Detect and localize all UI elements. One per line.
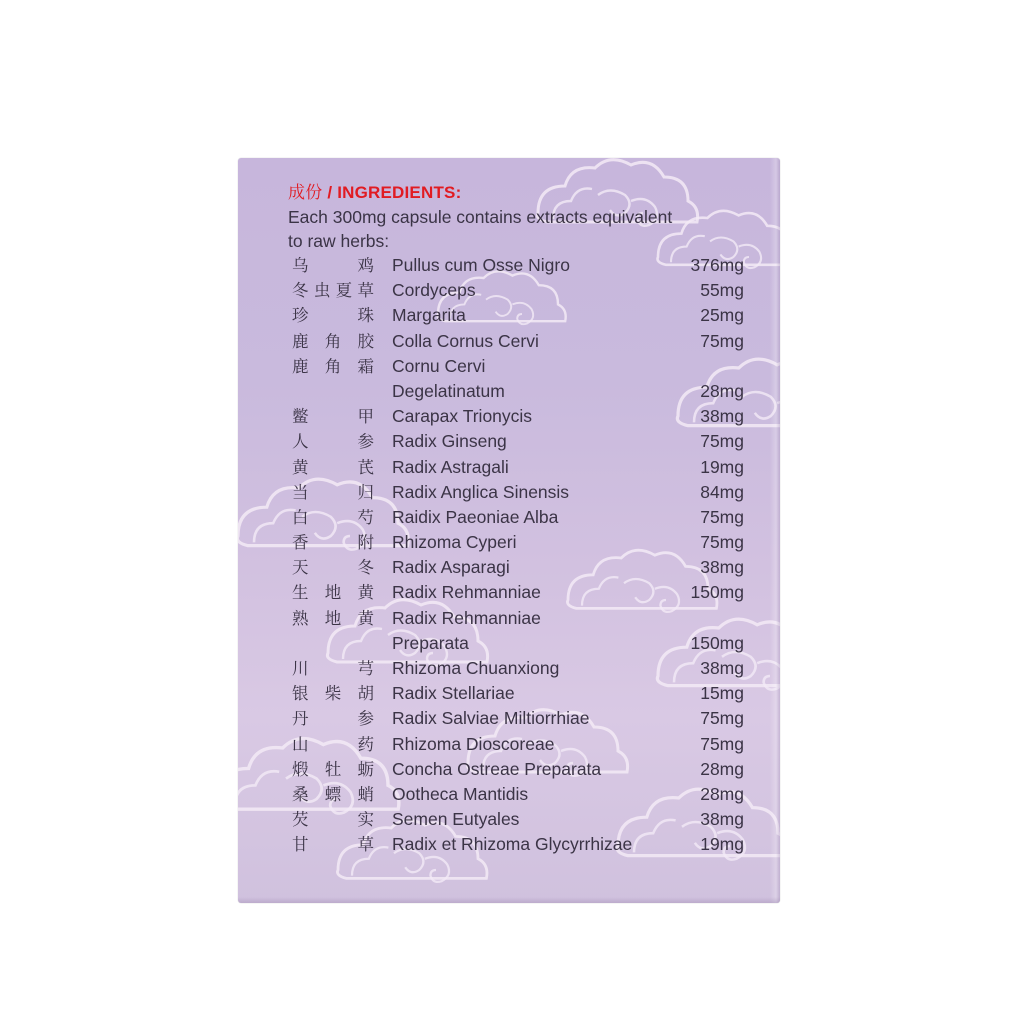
ingredient-row	[288, 480, 758, 505]
chinese-character: 甘	[292, 835, 309, 855]
latin-name-line: Semen Eutyales	[392, 809, 520, 830]
ingredient-chinese-name	[292, 505, 374, 530]
latin-name-line: Margarita	[392, 305, 466, 326]
latin-name-line: Radix Anglica Sinensis	[392, 481, 570, 502]
latin-name-line: Colla Cornus Cervi	[392, 330, 539, 351]
heading-chinese: 成份	[288, 183, 323, 203]
chinese-character: 参	[357, 709, 374, 729]
box-bottom-edge	[238, 897, 780, 903]
latin-name-line: Preparata	[392, 632, 469, 653]
chinese-character: 天	[292, 558, 309, 578]
ingredients-panel	[288, 182, 758, 858]
ingredient-dose: 19mg	[700, 456, 744, 477]
chinese-character: 鸡	[357, 256, 374, 275]
latin-name-line: Pullus cum Osse Nigro	[392, 255, 570, 275]
intro-line-2: to raw herbs:	[288, 231, 390, 251]
latin-name-line: Ootheca Mantidis	[392, 783, 529, 804]
chinese-character: 丹	[292, 709, 309, 729]
chinese-character: 胡	[357, 684, 374, 704]
ingredient-chinese-name	[292, 656, 374, 681]
ingredient-dose: 84mg	[700, 481, 744, 502]
chinese-character: 虫	[313, 281, 331, 301]
chinese-character: 芡	[292, 810, 309, 830]
chinese-character: 螵	[324, 784, 342, 804]
latin-name-line: Radix Ginseng	[392, 431, 507, 452]
chinese-character: 黄	[357, 608, 374, 628]
ingredient-chinese-name	[292, 555, 374, 580]
ingredient-latin-name	[392, 404, 682, 429]
ingredient-chinese-name	[292, 530, 374, 555]
ingredient-row	[288, 505, 758, 530]
ingredient-dose: 28mg	[700, 783, 744, 804]
chinese-character: 乌	[292, 256, 309, 275]
ingredient-list	[288, 253, 758, 858]
latin-name-line: Radix Asparagi	[392, 557, 510, 578]
chinese-character: 冬	[357, 558, 374, 578]
ingredient-row	[288, 329, 758, 354]
chinese-character: 桑	[292, 784, 309, 804]
latin-name-line: Rhizoma Cyperi	[392, 532, 517, 553]
ingredients-intro	[288, 205, 758, 253]
ingredient-row	[288, 656, 758, 681]
ingredient-row	[288, 278, 758, 303]
ingredient-latin-name	[392, 429, 682, 454]
ingredient-chinese-name	[292, 807, 374, 832]
ingredient-row	[288, 429, 758, 454]
ingredient-chinese-name	[292, 329, 374, 354]
latin-name-line: Radix Rehmanniae	[392, 582, 541, 603]
ingredient-latin-name	[392, 530, 682, 555]
ingredient-dose: 38mg	[700, 406, 744, 427]
chinese-character: 珍	[292, 306, 309, 326]
chinese-character: 白	[292, 507, 309, 527]
ingredient-dose: 38mg	[700, 658, 744, 679]
latin-name-line: Concha Ostreae Preparata	[392, 758, 602, 779]
chinese-character: 蛸	[357, 784, 374, 804]
ingredient-chinese-name	[292, 782, 374, 807]
chinese-character: 夏	[335, 281, 353, 301]
ingredient-row	[288, 580, 758, 605]
chinese-character: 香	[292, 533, 309, 553]
ingredient-latin-name	[392, 329, 682, 354]
ingredient-dose: 38mg	[700, 557, 744, 578]
ingredient-latin-name	[392, 606, 682, 656]
chinese-character: 芪	[357, 457, 374, 477]
ingredient-dose: 75mg	[700, 431, 744, 452]
ingredient-row	[288, 732, 758, 757]
latin-name-line: Radix Rehmanniae	[392, 607, 541, 628]
chinese-character: 地	[324, 608, 342, 628]
chinese-character: 黄	[292, 457, 309, 477]
ingredient-dose: 38mg	[700, 809, 744, 830]
chinese-character: 黄	[357, 583, 374, 603]
chinese-character: 实	[357, 810, 374, 830]
ingredient-chinese-name	[292, 303, 374, 328]
ingredient-latin-name	[392, 354, 682, 404]
latin-name-line: Raidix Paeoniae Alba	[392, 506, 559, 527]
chinese-character: 鳖	[292, 407, 309, 427]
ingredient-latin-name	[392, 555, 682, 580]
latin-name-line: Carapax Trionycis	[392, 406, 533, 427]
ingredient-chinese-name	[292, 404, 374, 429]
chinese-character: 霜	[357, 356, 374, 376]
ingredient-latin-name	[392, 706, 682, 731]
ingredient-dose: 19mg	[700, 834, 744, 855]
latin-name-line: Radix Astragali	[392, 456, 509, 477]
latin-name-line: Cordyceps	[392, 280, 476, 301]
chinese-character: 鹿	[292, 356, 309, 376]
ingredient-dose: 75mg	[700, 506, 744, 527]
ingredient-chinese-name	[292, 757, 374, 782]
ingredient-row	[288, 782, 758, 807]
chinese-character: 鹿	[292, 331, 309, 351]
chinese-character: 牡	[324, 759, 342, 779]
ingredient-latin-name	[392, 580, 682, 605]
chinese-character: 煅	[292, 759, 309, 779]
ingredient-row	[288, 606, 758, 656]
ingredient-row	[288, 681, 758, 706]
ingredient-dose: 15mg	[700, 683, 744, 704]
chinese-character: 当	[292, 482, 309, 502]
ingredient-dose: 376mg	[690, 254, 744, 275]
latin-name-line: Rhizoma Dioscoreae	[392, 733, 555, 754]
ingredient-latin-name	[392, 253, 682, 278]
chinese-character: 银	[292, 684, 309, 704]
ingredient-latin-name	[392, 480, 682, 505]
ingredient-dose: 150mg	[690, 632, 744, 653]
ingredient-chinese-name	[292, 706, 374, 731]
ingredient-chinese-name	[292, 832, 374, 857]
ingredient-latin-name	[392, 455, 682, 480]
chinese-character: 川	[292, 659, 309, 679]
chinese-character: 山	[292, 734, 309, 754]
latin-name-line: Radix et Rhizoma Glycyrrhizae	[392, 834, 633, 855]
chinese-character: 附	[357, 533, 374, 553]
ingredient-row	[288, 757, 758, 782]
box-side-edge	[770, 158, 780, 903]
latin-name-line: Radix Stellariae	[392, 683, 515, 704]
ingredient-row	[288, 832, 758, 857]
latin-name-line: Degelatinatum	[392, 380, 505, 401]
chinese-character: 柴	[324, 684, 342, 704]
chinese-character: 参	[357, 432, 374, 452]
ingredient-dose: 150mg	[690, 582, 744, 603]
ingredients-heading	[288, 182, 758, 204]
ingredient-row	[288, 253, 758, 278]
latin-name-line: Cornu Cervi	[392, 355, 486, 376]
ingredient-latin-name	[392, 505, 682, 530]
chinese-character: 人	[292, 432, 309, 452]
heading-english: INGREDIENTS:	[337, 183, 462, 202]
ingredient-chinese-name	[292, 681, 374, 706]
chinese-character: 芍	[357, 507, 374, 527]
chinese-character: 草	[357, 835, 374, 855]
ingredient-row	[288, 530, 758, 555]
chinese-character: 蛎	[357, 759, 374, 779]
ingredient-row	[288, 706, 758, 731]
chinese-character: 胶	[357, 331, 374, 351]
ingredient-chinese-name	[292, 278, 374, 303]
ingredient-row	[288, 455, 758, 480]
ingredient-latin-name	[392, 656, 682, 681]
ingredient-row	[288, 303, 758, 328]
latin-name-line: Rhizoma Chuanxiong	[392, 658, 560, 679]
ingredient-row	[288, 354, 758, 404]
chinese-character: 芎	[357, 659, 374, 679]
product-box	[238, 158, 780, 903]
chinese-character: 地	[324, 583, 342, 603]
ingredient-latin-name	[392, 757, 682, 782]
chinese-character: 草	[357, 281, 374, 301]
chinese-character: 甲	[357, 407, 374, 427]
heading-separator: /	[322, 183, 338, 202]
ingredient-chinese-name	[292, 455, 374, 480]
ingredient-dose: 25mg	[700, 305, 744, 326]
chinese-character: 熟	[292, 608, 309, 628]
latin-name-line: Radix Salviae Miltiorrhiae	[392, 708, 590, 729]
chinese-character: 药	[357, 734, 374, 754]
ingredient-chinese-name	[292, 732, 374, 757]
intro-line-1: Each 300mg capsule contains extracts equivalent	[288, 207, 673, 227]
ingredient-row	[288, 807, 758, 832]
ingredient-latin-name	[392, 681, 682, 706]
ingredient-row	[288, 404, 758, 429]
ingredient-latin-name	[392, 807, 682, 832]
ingredient-latin-name	[392, 303, 682, 328]
ingredient-dose: 75mg	[700, 532, 744, 553]
ingredient-dose: 75mg	[700, 733, 744, 754]
ingredient-dose: 55mg	[700, 280, 744, 301]
chinese-character: 冬	[292, 281, 309, 301]
chinese-character: 角	[324, 356, 342, 376]
ingredient-chinese-name	[292, 429, 374, 454]
ingredient-latin-name	[392, 782, 682, 807]
ingredient-chinese-name	[292, 580, 374, 605]
chinese-character: 归	[357, 482, 374, 502]
ingredient-chinese-name	[292, 606, 374, 631]
ingredient-chinese-name	[292, 480, 374, 505]
ingredient-dose: 28mg	[700, 380, 744, 401]
ingredient-latin-name	[392, 278, 682, 303]
ingredient-latin-name	[392, 832, 682, 857]
ingredient-dose: 75mg	[700, 330, 744, 351]
ingredient-dose: 75mg	[700, 708, 744, 729]
ingredient-chinese-name	[292, 253, 374, 278]
chinese-character: 角	[324, 331, 342, 351]
ingredient-latin-name	[392, 732, 682, 757]
chinese-character: 生	[292, 583, 309, 603]
ingredient-row	[288, 555, 758, 580]
chinese-character: 珠	[357, 306, 374, 326]
ingredient-chinese-name	[292, 354, 374, 379]
ingredient-dose: 28mg	[700, 758, 744, 779]
